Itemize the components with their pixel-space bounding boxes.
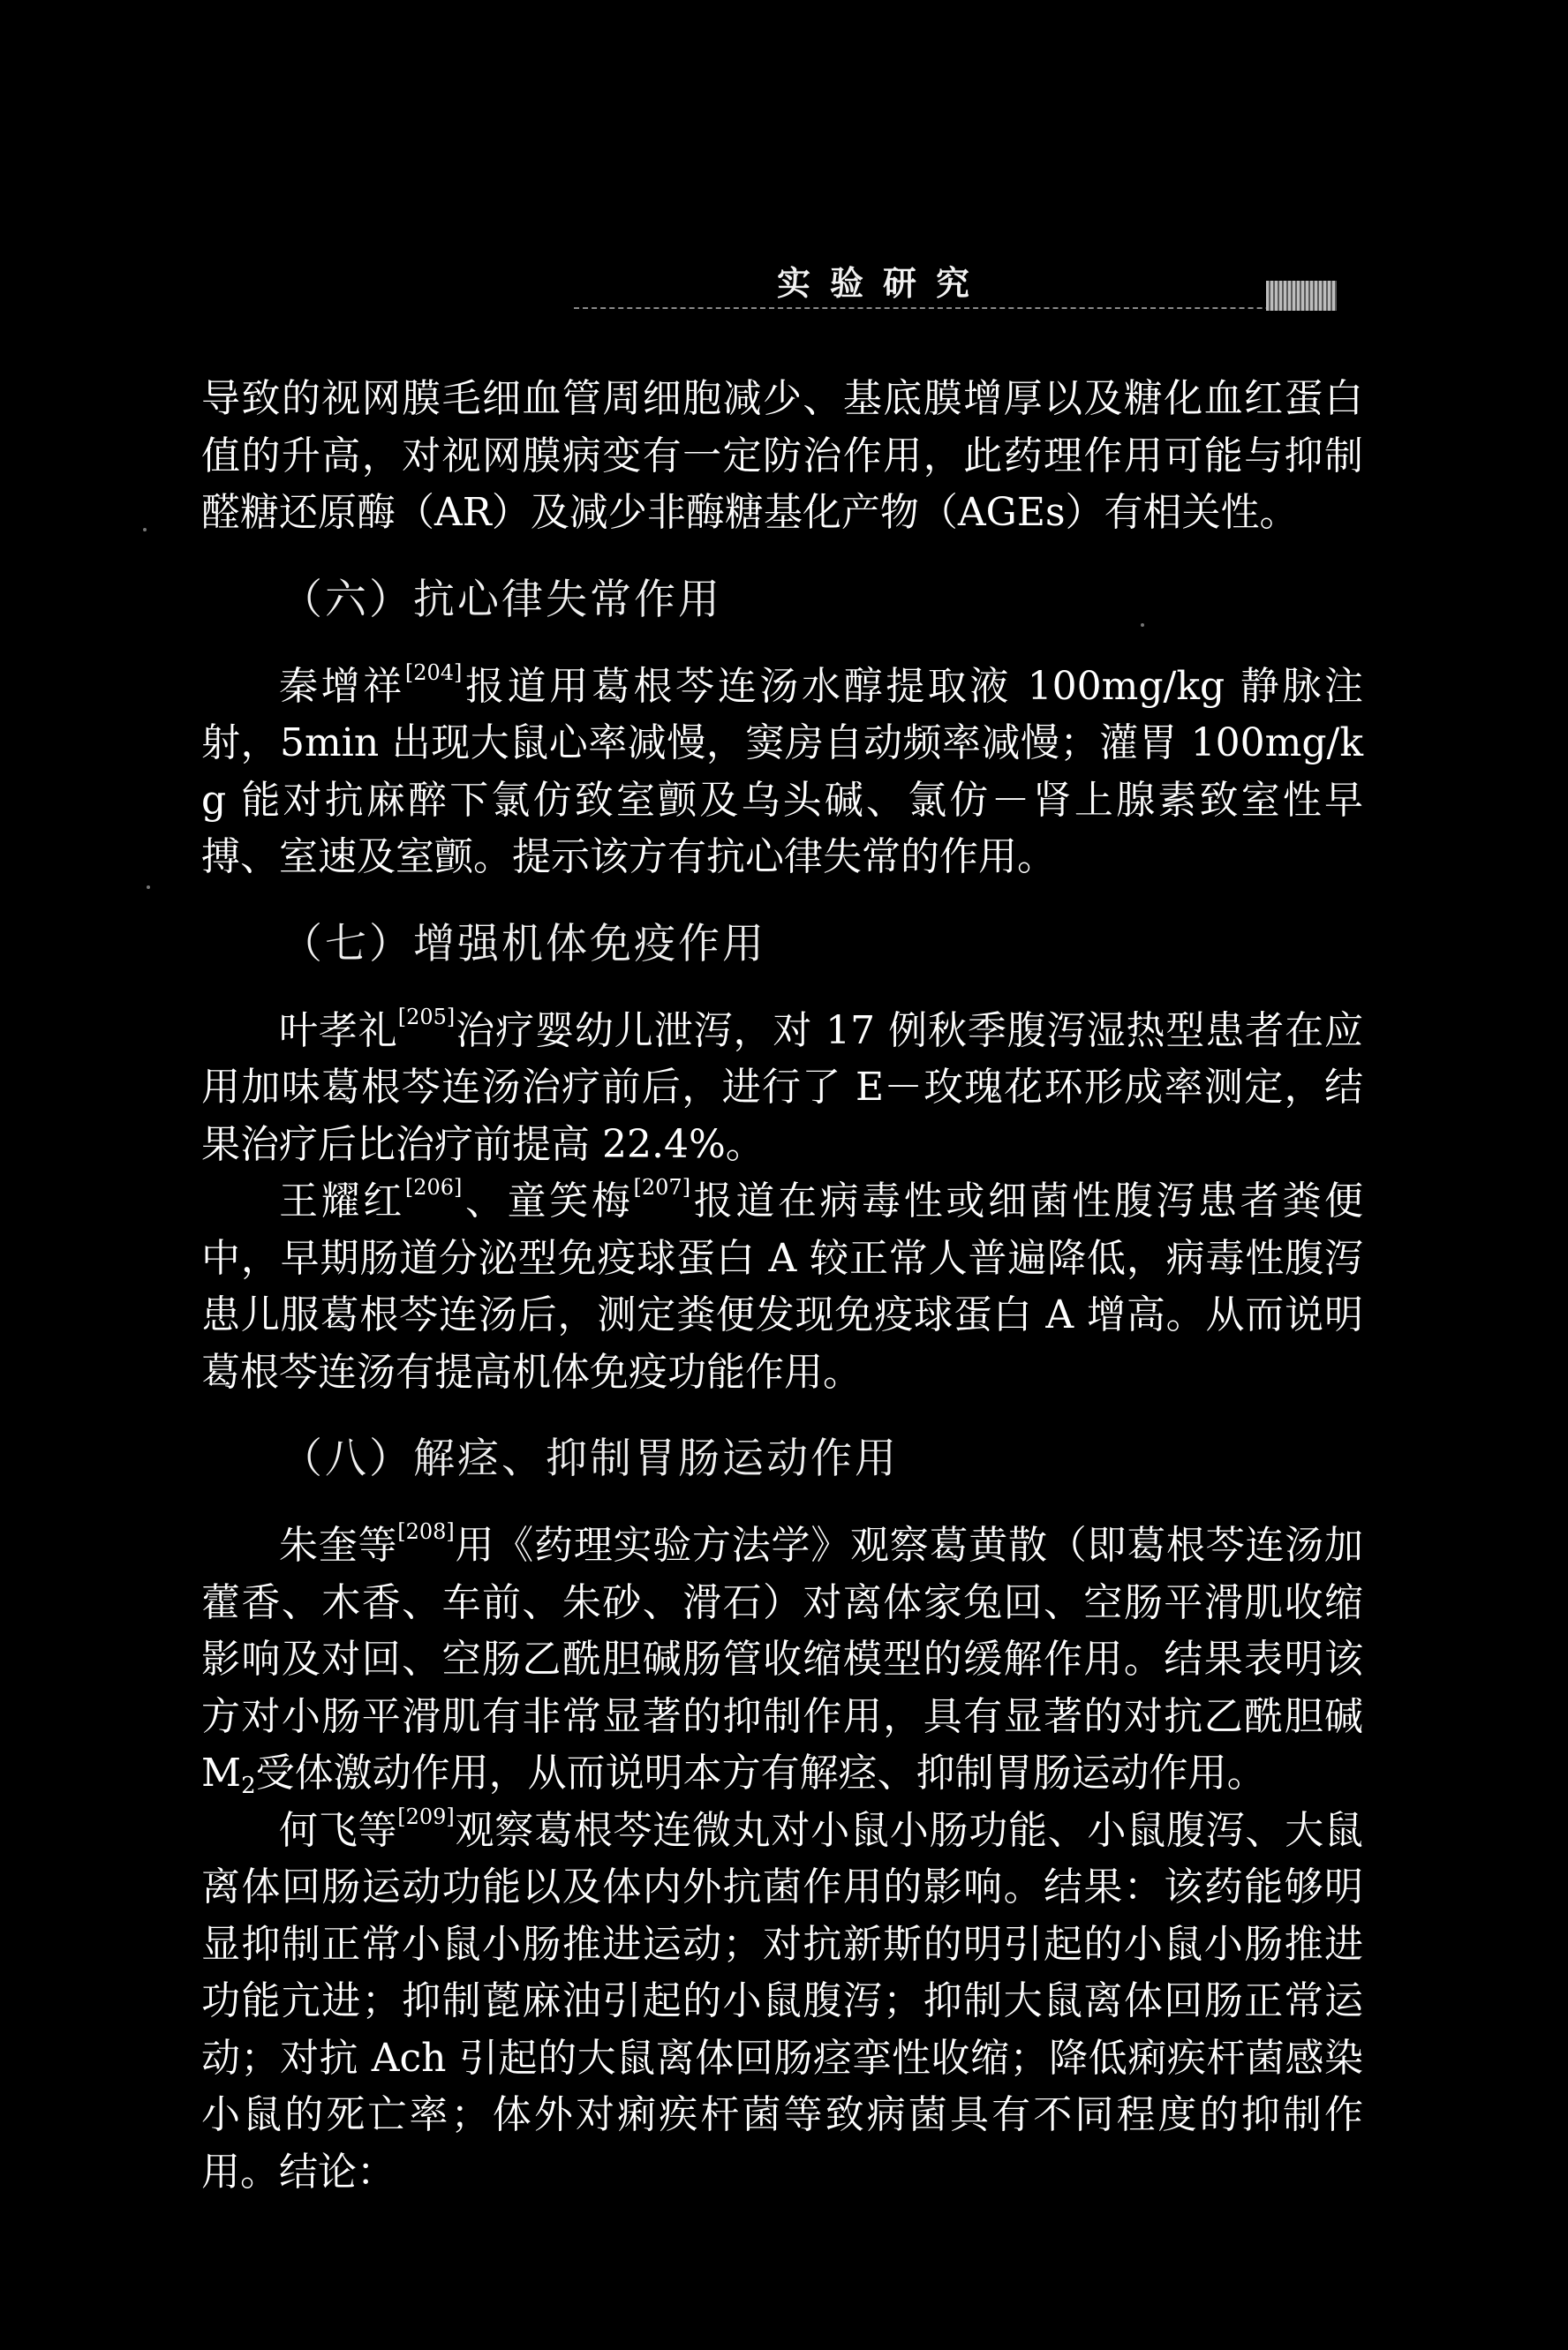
paragraph-antispasm-2 [201,1803,1363,2202]
paragraph-text: 受体激动作用，从而说明本方有解痉、抑制胃肠运动作用。 [255,1751,1266,1796]
paragraph-antispasm-1 [201,1518,1363,1803]
scan-speck [143,528,147,531]
author-name: 何飞等 [279,1807,398,1853]
section-heading-8: （八）解痉、抑制胃肠运动作用 [281,1435,899,1483]
paragraph-text: 用《药理实验方法学》观察葛黄散（即葛根芩连汤加藿香、木香、车前、朱砂、滑石）对离体家兔回、空肠平滑肌收缩影响及对回、空肠乙酰胆碱肠管收缩模型的缓解作用。结果表明该方对小肠平滑肌有非常显著的抑制作用，具有显著的对抗乙酰胆碱 M [201,1523,1364,1796]
citation-ref: [209] [397,1804,455,1829]
spacer [201,1401,1363,1431]
paragraph-text: 治疗婴幼儿泄泻，对 17 例秋季腹泻湿热型患者在应用加味葛根芩连汤治疗前后，进行了 E－玫瑰花环形成率测定，结果治疗后比治疗前提高 22.4%。 [201,1007,1363,1167]
spacer [201,1488,1363,1518]
citation-ref: [205] [397,1004,456,1029]
section-heading-6: （六）抗心律失常作用 [281,575,722,624]
paragraph-text: 报道用葛根芩连汤水醇提取液 100mg/kg 静脉注射，5min 出现大鼠心率减慢，窦房自动频率减慢；灌胃 100mg/kg 能对抗麻醉下氯仿致室颤及乌头碱、氯仿－肾上腺素致室性早搏、室速及室颤。提示该方有抗心律失常的作用。 [201,663,1364,879]
author-name: 、童笑梅 [462,1179,634,1224]
paragraph-continuation [201,371,1363,542]
spacer [201,542,1363,572]
subscript: 2 [241,1773,256,1799]
header-rule [574,307,1333,309]
spacer [201,629,1363,659]
citation-ref: [207] [633,1175,691,1200]
spacer [201,973,1363,1003]
body-text [201,371,1363,2201]
author-name: 朱奎等 [279,1523,398,1568]
scan-speck [147,885,150,889]
header-marker [1266,281,1337,311]
author-name: 王耀红 [279,1179,405,1224]
citation-ref: [206] [404,1175,463,1200]
citation-ref: [208] [397,1519,455,1544]
paragraph-text: 导致的视网膜毛细血管周细胞减少、基底膜增厚以及糖化血红蛋白值的升高，对视网膜病变有一定防治作用，此药理作用可能与抑制醛糖还原酶（AR）及减少非酶糖基化产物（AGEs）有相关性。 [201,376,1363,535]
paragraph-text: 观察葛根芩连微丸对小鼠小肠功能、小鼠腹泻、大鼠离体回肠运动功能以及体内外抗菌作用的影响。结果：该药能够明显抑制正常小鼠小肠推进运动；对抗新斯的明引起的小鼠小肠推进功能亢进；抑制蓖麻油引起的小鼠腹泻；抑制大鼠离体回肠正常运动；对抗 Ach 引起的大鼠离体回肠痉挛性收缩；降低痢疾杆菌感染小鼠的死亡率；体外对痢疾杆菌等致病菌具有不同程度的抑制作用。结论： [201,1807,1364,2195]
author-name: 秦增祥 [279,663,405,709]
author-name: 叶孝礼 [279,1007,398,1053]
paragraph-text: 报道在病毒性或细菌性腹泻患者粪便中，早期肠道分泌型免疫球蛋白 A 较正常人普遍降低，病毒性腹泻患儿服葛根芩连汤后，测定粪便发现免疫球蛋白 A 增高。从而说明葛根芩连汤有提高机体免疫功能作用。 [201,1179,1364,1395]
paragraph-immunity-1 [201,1003,1363,1174]
citation-ref: [204] [404,659,463,685]
running-header [132,256,1368,318]
paragraph-antiarrhythmic [201,659,1363,886]
spacer [201,886,1363,916]
section-heading-7: （七）增强机体免疫作用 [281,919,766,968]
running-header-title: 实验研究 [777,263,990,303]
paragraph-immunity-2 [201,1173,1363,1401]
